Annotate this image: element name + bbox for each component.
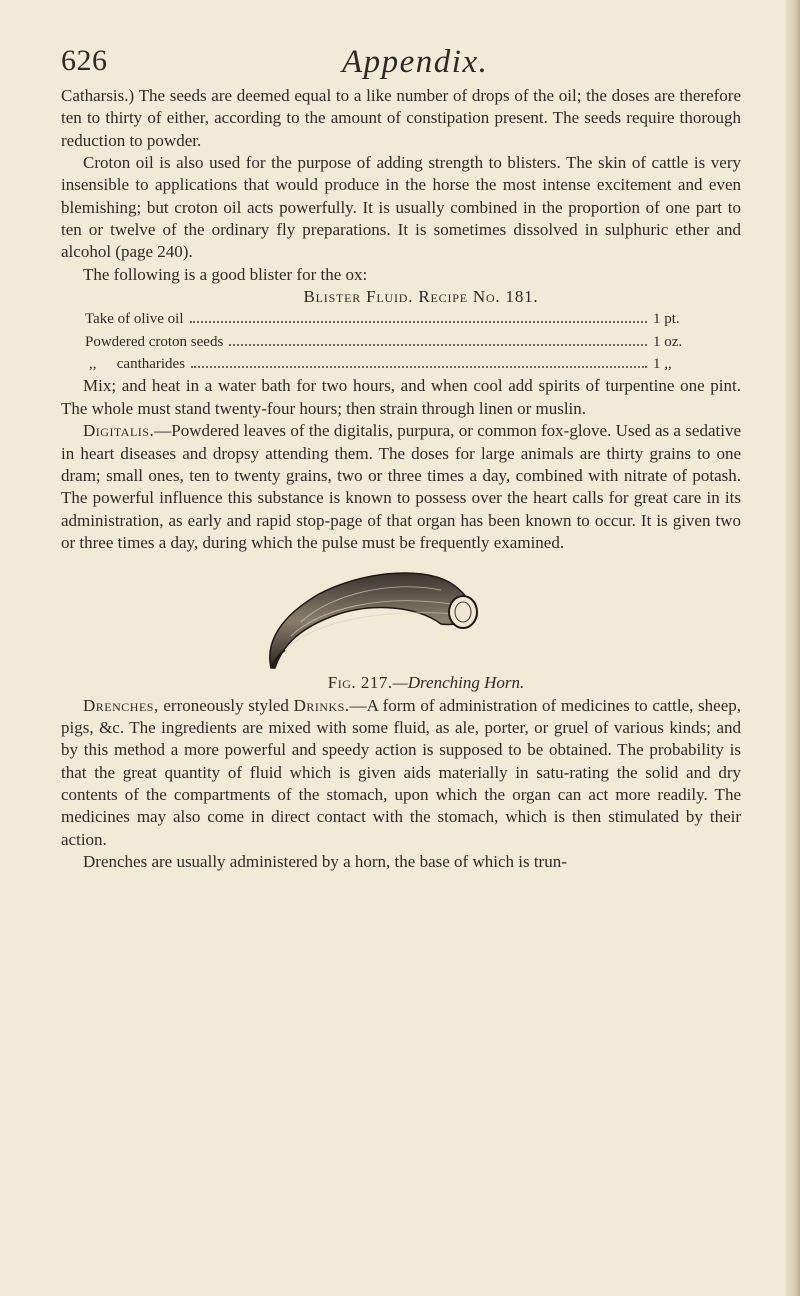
recipe-item (85, 353, 693, 375)
paragraph-blister-intro: The following is a good blister for the ox: (83, 264, 368, 284)
running-head: Appendix. (342, 44, 489, 80)
paragraph-digitalis (61, 420, 741, 554)
recipe-item (85, 331, 693, 353)
page-number: 626 (61, 44, 108, 77)
recipe-item-qty: 1 pt. (653, 311, 680, 328)
paragraph-catharsis: Catharsis.) The seeds are deemed equal to a like number of drops of the oil; the doses are therefore ten to thirty of either, according to the amount of constipation present. The seeds require thorough reduction to powder. (61, 86, 741, 150)
recipe-item-label-wrap (85, 353, 185, 375)
recipe-item-label: Powdered croton seeds (85, 333, 224, 350)
figure-label: Fig. 217. (327, 673, 393, 693)
paragraph-recipe-instructions: Mix; and heat in a water bath for two hours, and when cool add spirits of turpentine one pint. The whole must stand twenty-four hours; then strain through linen or muslin. (61, 376, 741, 418)
leader-dots (191, 365, 647, 368)
recipe-item-label: Take of olive oil (85, 311, 184, 328)
paragraph-croton-oil: Croton oil is also used for the purpose of adding strength to blisters. The skin of cattle is very insensible to applications that would produce in the horse the most intense excitement and even blemishing; but croton oil acts powerfully. It is usually combined in the proportion of one part to ten or twelve of the ordinary fly preparations. It is sometimes dissolved in sulphuric ether and alcohol (page 240). (61, 153, 741, 262)
digitalis-text: —Powdered leaves of the digitalis, purpura, or common fox-glove. Used as a sedative in heart diseases and dropsy attending them. The doses for large animals are thirty grains to one dram; small ones, ten to twenty grains, two or three times a day, combined with nitrate of potash. The powerful influence this substance is known to possess over the heart calls for great care in its administration, as early and rapid stop-page of that organ has been known to occur. It is given two or three times a day, during which the pulse must be frequently examined. (61, 421, 741, 552)
paragraph-last: Drenches are usually administered by a horn, the base of which is trun- (83, 851, 567, 871)
recipe-item (85, 308, 693, 330)
recipe-item-label: cantharides (116, 356, 186, 373)
recipe-item-qty: 1 oz. (653, 333, 683, 350)
leader-dots (190, 320, 647, 323)
figure-drenching-horn (61, 564, 741, 672)
drenches-text-b: —A form of administration of medicines to cattle, sheep, pigs, &c. The ingredients are mixed with some fluid, as ale, porter, or gruel of various kinds; and by this method a more powerful and speedy action is supposed to be obtained. The probability is that the great quantity of fluid which is given aids materially in satu-rating the solid and dry contents of the compartments of the stomach, upon which the organ can act more readily. The medicines may also come in direct contact with the stomach, which is then stimulated by their action. (61, 695, 741, 849)
page-header (60, 44, 720, 88)
body-text (61, 85, 741, 873)
recipe-title: Blister Fluid. Recipe No. 181. (303, 287, 539, 307)
term-drinks: Drinks. (293, 695, 350, 715)
figure-title: —Drenching Horn. (392, 673, 525, 693)
leader-dots (229, 343, 647, 346)
paragraph-drenches (61, 695, 741, 851)
recipe-list (61, 308, 741, 375)
drenches-text-a: erroneously styled (158, 695, 294, 715)
term-drenches: Drenches, (83, 695, 159, 715)
recipe-item-qty: 1 ,, (653, 356, 672, 373)
ditto-mark: ,, (89, 356, 97, 373)
figure-caption (61, 672, 741, 694)
term-digitalis: Digitalis. (83, 421, 155, 441)
drenching-horn-icon (241, 564, 491, 670)
